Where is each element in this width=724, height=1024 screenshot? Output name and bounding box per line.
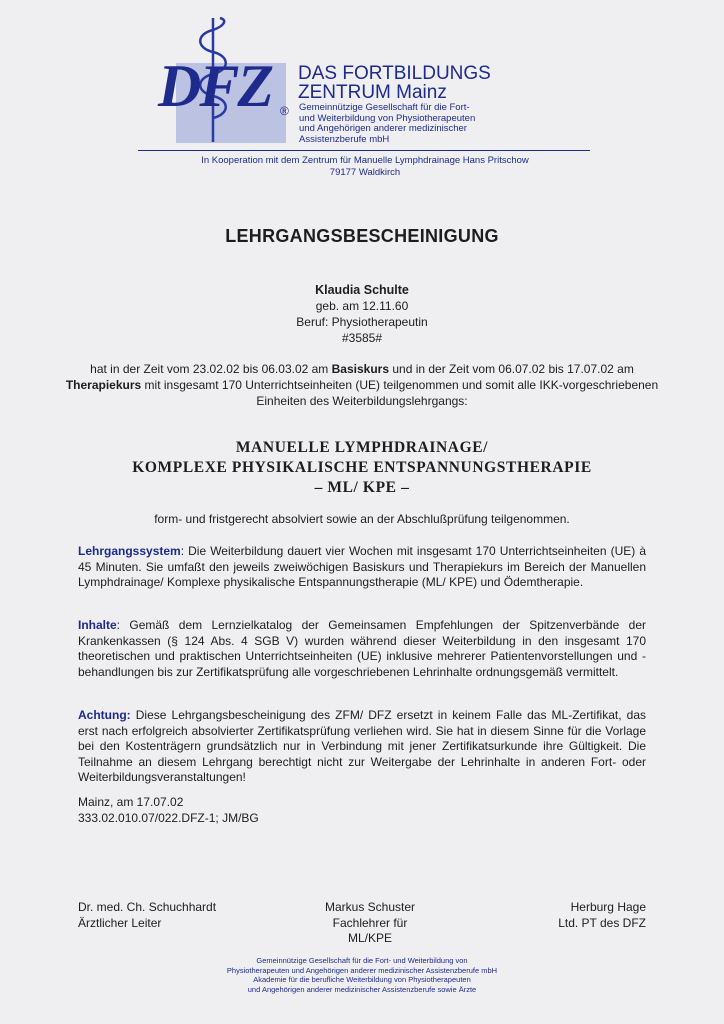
org-name-line2: ZENTRUM Mainz [298, 82, 447, 103]
signature-teacher [310, 900, 430, 947]
person-birth: geb. am 12.11.60 [315, 299, 409, 313]
registered-mark: ® [280, 104, 289, 118]
intro-part1: hat in der Zeit vom 23.02.02 bis 06.03.02 am [90, 362, 332, 376]
course-title [0, 438, 724, 498]
signature-name: Herburg Hage [570, 900, 646, 914]
organization-subtitle [299, 103, 529, 145]
coop-line1: In Kooperation mit dem Zentrum für Manuelle Lymphdrainage Hans Pritschow [201, 155, 529, 166]
system-text: : Die Weiterbildung dauert vier Wochen mit insgesamt 170 Unterrichtseinheiten (UE) à 45 Minuten. Sie umfaßt den jeweils zweiwöchigen Basiskurs und Therapiekurs im Bereich der Manuellen Lymphdrainage/ Komplexe physikalische Entspannungstherapie (ML/ KPE) und Ödemtherapie. [78, 544, 646, 589]
organization-name [298, 64, 491, 102]
person-number: #3585# [341, 331, 383, 345]
org-sub-line1: Gemeinnützige Gesellschaft für die Fort- [299, 102, 470, 113]
signature-lead-pt [558, 900, 646, 931]
header-divider [138, 150, 590, 151]
intro-basiskurs: Basiskurs [331, 362, 390, 376]
person-block [0, 282, 724, 346]
signature-name: Dr. med. Ch. Schuchhardt [78, 900, 217, 914]
course-line2: KOMPLEXE PHYSIKALISCHE ENTSPANNUNGSTHERAPIE [132, 459, 592, 476]
note-text: Diese Lehrgangsbescheinigung des ZFM/ DFZ ersetzt in keinem Falle das ML-Zertifikat, das erst nach erfolgreich absolvierter Zertifikatsprüfung verliehen wird. Sie hat in diesem Sinne für die Vorlage bei den Kostenträgern grundsätzlich nur in Verbindung mit jener Zertifikatsurkunde ihre Gültigkeit. Die Teilnahme an diesem Lehrgang berechtigt nicht zur Weitergabe der Lehrinhalte in anderen Fort- oder Weiterbildungsveranstaltungen! [78, 708, 646, 784]
system-label: Lehrgangssystem [78, 544, 181, 558]
intro-text [60, 361, 664, 409]
paragraph-content [78, 618, 646, 680]
org-sub-line3: und Angehörigen anderer medizinischer [299, 123, 467, 134]
signature-role: Fachlehrer für ML/KPE [332, 915, 408, 945]
coop-line2: 79177 Waldkirch [329, 167, 401, 178]
org-name-line1: DAS FORTBILDUNGS [298, 63, 491, 84]
org-sub-line2: und Weiterbildung von Physiotherapeuten [299, 112, 476, 124]
reference-number: 333.02.010.07/022.DFZ-1; JM/BG [78, 810, 259, 825]
intro-part3: mit insgesamt 170 Unterrichtseinheiten (UE) teilgenommen und somit alle IKK-vorgeschriebenen Einheiten des Weiterbildungslehrgangs: [141, 378, 659, 408]
signature-name: Markus Schuster [324, 900, 416, 914]
footer-line4: und Angehörigen anderer medizinischer Assistenzberufe sowie Ärzte [247, 984, 477, 994]
completion-statement: form- und fristgerecht absolviert sowie an der Abschlußprüfung teilgenommen. [154, 512, 570, 526]
place-date: Mainz, am 17.07.02 [78, 795, 184, 809]
footer-line3: Akademie für die berufliche Weiterbildung von Physiotherapeuten [253, 975, 471, 984]
signature-role: Ltd. PT des DFZ [558, 915, 646, 930]
content-text: : Gemäß dem Lernzielkatalog der Gemeinsamen Empfehlungen der Spitzenverbände der Krankenkassen (§ 124 Abs. 4 SGB V) wurden während dieser Weiterbildung in den insgesamt 170 theoretischen und praktischen Unterrichtseinheiten (UE) inklusive mehrerer Patientenvorstellungen und -behandlungen bis zur Zertifikatsprüfung alle vorgeschriebenen Lehrinhalte ordnungsgemäß vermittelt. [78, 618, 646, 679]
signature-role: Ärztlicher Leiter [78, 915, 162, 930]
paragraph-system [78, 544, 646, 591]
place-date-block [78, 795, 259, 826]
paragraph-note [78, 708, 646, 786]
content-label: Inhalte [78, 618, 117, 632]
course-line1: MANUELLE LYMPHDRAINAGE/ [235, 439, 489, 456]
note-label: Achtung: [78, 708, 131, 722]
person-name: Klaudia Schulte [315, 283, 409, 297]
document-title: LEHRGANGSBESCHEINIGUNG [225, 226, 499, 246]
footer-line2: Physiotherapeuten und Angehörigen anderer medizinischer Assistenzberufe mbH [226, 965, 498, 975]
cooperation-note [120, 155, 610, 179]
footer-line1: Gemeinnützige Gesellschaft für die Fort- und Weiterbildung von [256, 956, 468, 965]
org-sub-line4: Assistenzberufe mbH [299, 133, 390, 145]
course-line3: – ML/ KPE – [314, 479, 410, 496]
person-profession: Beruf: Physiotherapeutin [296, 315, 428, 329]
intro-therapiekurs: Therapiekurs [65, 378, 142, 392]
logo-wordmark: DFZ [158, 53, 272, 119]
footer [0, 956, 724, 994]
intro-part2: und in der Zeit vom 06.07.02 bis 17.07.02 am [389, 362, 634, 376]
signature-medical-lead [78, 900, 216, 931]
